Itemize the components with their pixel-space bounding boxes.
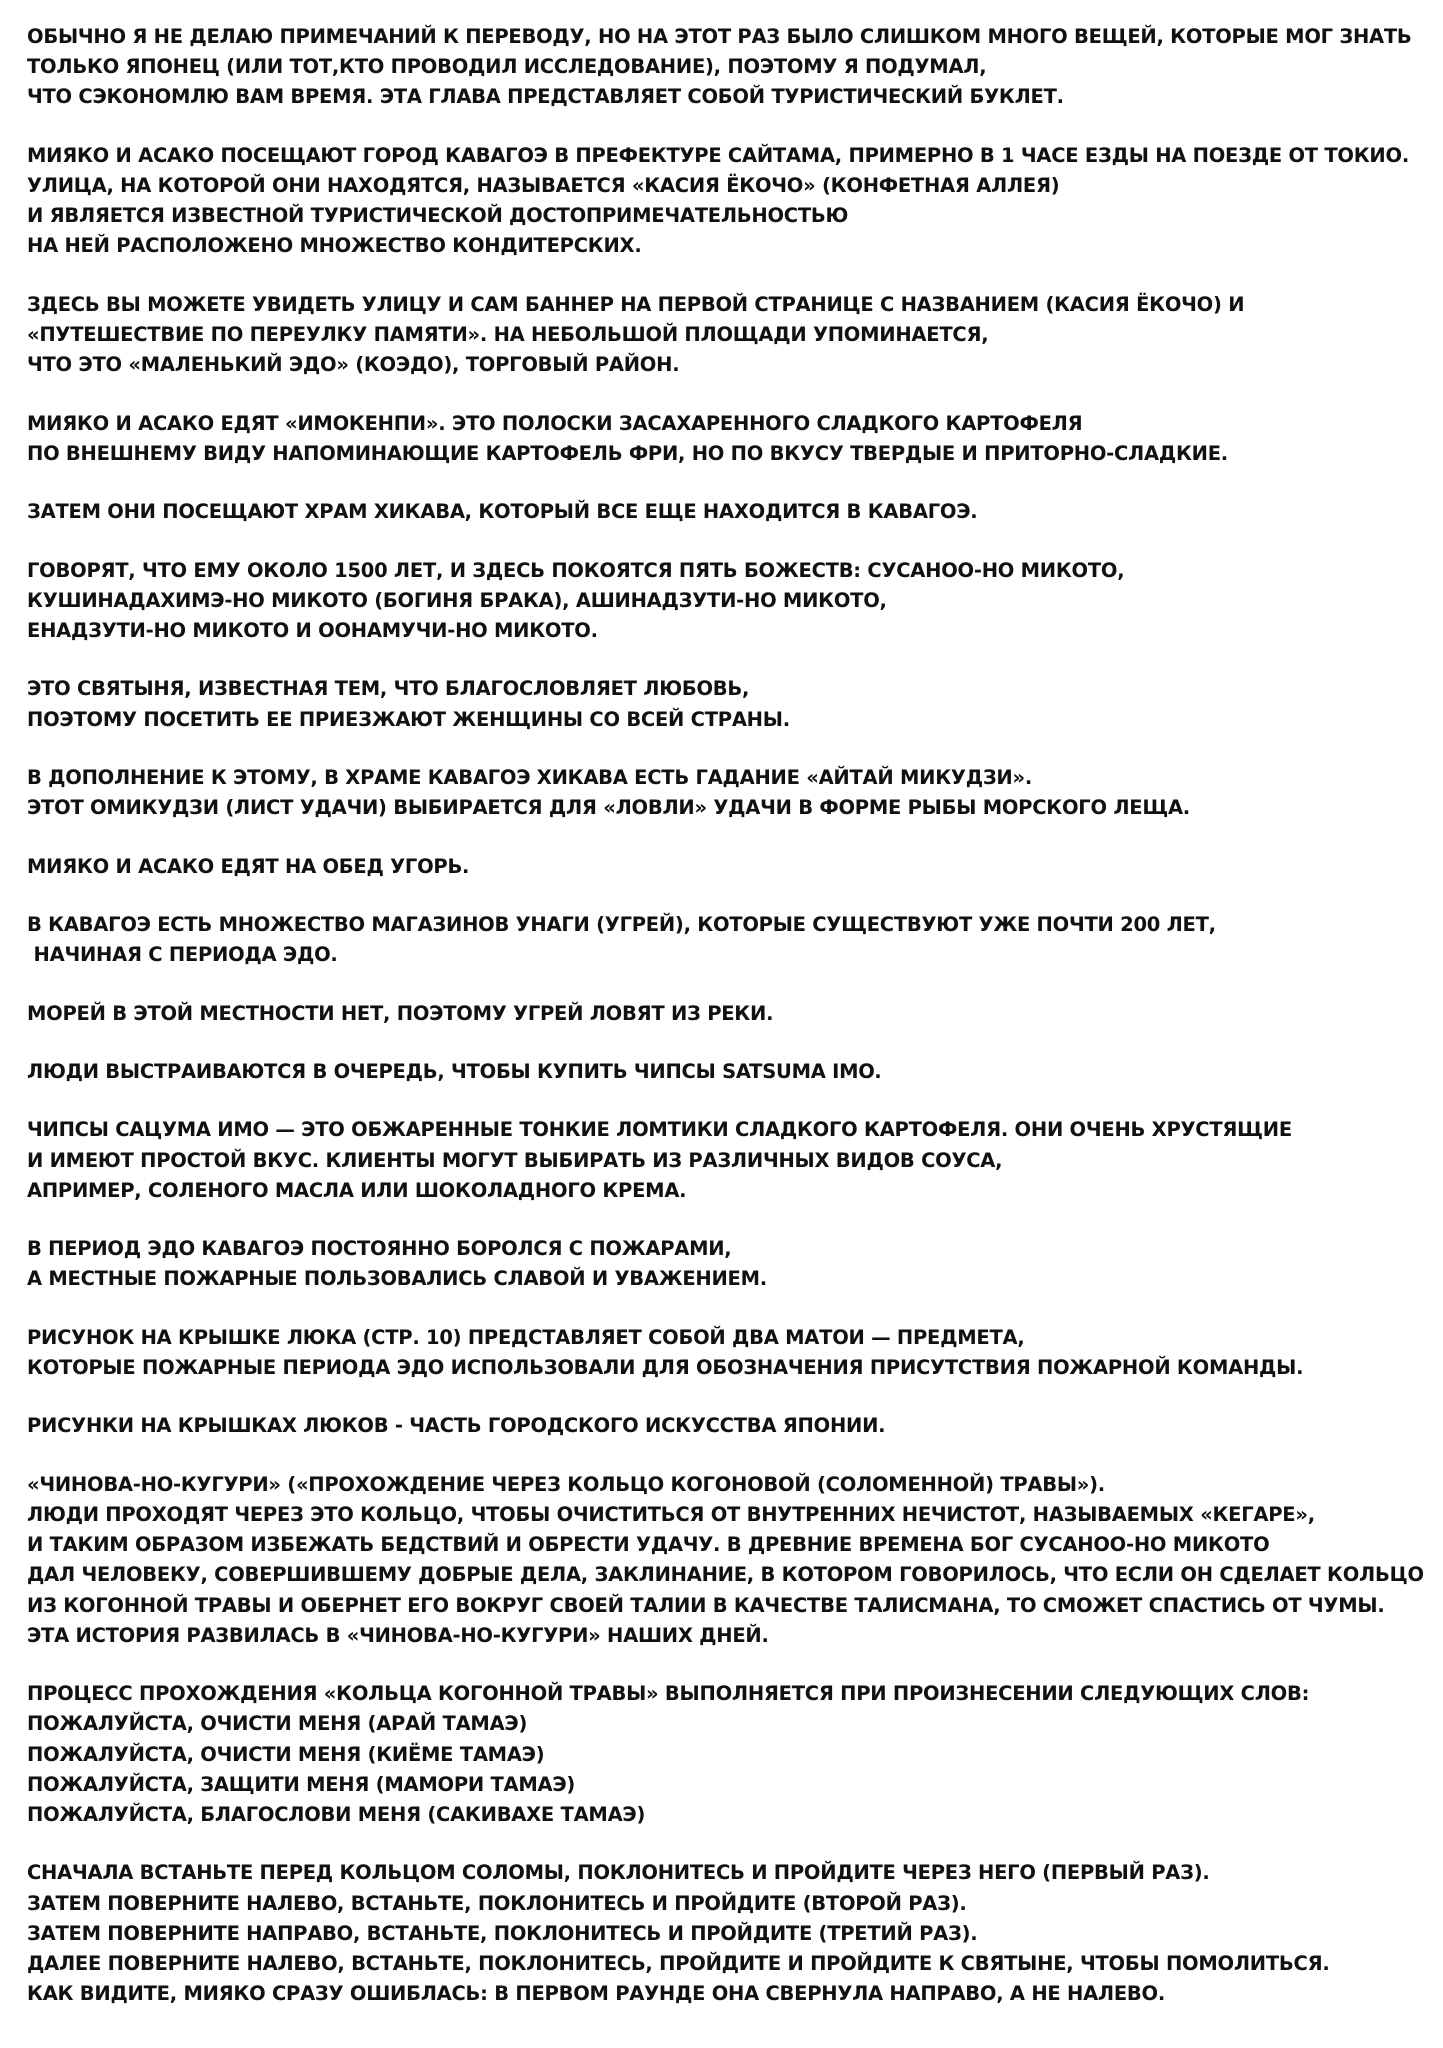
note-paragraph xyxy=(27,763,1427,823)
note-line: МОРЕЙ В ЭТОЙ МЕСТНОСТИ НЕТ, ПОЭТОМУ УГРЕЙ ЛОВЯТ ИЗ РЕКИ. xyxy=(27,1001,774,1025)
note-line: ЗАТЕМ ПОВЕРНИТЕ НАЛЕВО, ВСТАНЬТЕ, ПОКЛОНИТЕСЬ И ПРОЙДИТЕ (ВТОРОЙ РАЗ). xyxy=(27,1891,967,1915)
note-line: ЭТО СВЯТЫНЯ, ИЗВЕСТНАЯ ТЕМ, ЧТО БЛАГОСЛОВЛЯЕТ ЛЮБОВЬ, xyxy=(27,677,750,701)
note-paragraph xyxy=(27,409,1427,469)
note-paragraph xyxy=(27,910,1427,970)
note-paragraph xyxy=(27,999,1427,1029)
note-line: ПОЖАЛУЙСТА, БЛАГОСЛОВИ МЕНЯ (САКИВАХЕ ТАМАЭ) xyxy=(27,1802,646,1826)
note-line: ПОЖАЛУЙСТА, ОЧИСТИ МЕНЯ (КИЁМЕ ТАМАЭ) xyxy=(27,1742,545,1766)
note-line: АПРИМЕР, СОЛЕНОГО МАСЛА ИЛИ ШОКОЛАДНОГО КРЕМА. xyxy=(27,1178,687,1202)
note-paragraph xyxy=(27,1411,1427,1441)
note-line: ЗАТЕМ ПОВЕРНИТЕ НАПРАВО, ВСТАНЬТЕ, ПОКЛОНИТЕСЬ И ПРОЙДИТЕ (ТРЕТИЙ РАЗ). xyxy=(27,1921,978,1945)
note-line: И ЯВЛЯЕТСЯ ИЗВЕСТНОЙ ТУРИСТИЧЕСКОЙ ДОСТОПРИМЕЧАТЕЛЬНОСТЬЮ xyxy=(27,204,849,228)
note-line: РИСУНКИ НА КРЫШКАХ ЛЮКОВ - ЧАСТЬ ГОРОДСКОГО ИСКУССТВА ЯПОНИИ. xyxy=(27,1414,886,1438)
note-paragraph xyxy=(27,1470,1427,1651)
note-paragraph xyxy=(27,290,1427,381)
note-paragraph xyxy=(27,556,1427,647)
note-line: КУШИНАДАХИМЭ-НО МИКОТО (БОГИНЯ БРАКА), АШИНАДЗУТИ-НО МИКОТО, xyxy=(27,588,887,612)
note-line: ЭТА ИСТОРИЯ РАЗВИЛАСЬ В «ЧИНОВА-НО-КУГУРИ» НАШИХ ДНЕЙ. xyxy=(27,1623,769,1647)
note-line: ЛЮДИ ВЫСТРАИВАЮТСЯ В ОЧЕРЕДЬ, ЧТОБЫ КУПИТЬ ЧИПСЫ SATSUMA IMO. xyxy=(27,1059,882,1083)
note-paragraph xyxy=(27,1234,1427,1294)
note-line: В КАВАГОЭ ЕСТЬ МНОЖЕСТВО МАГАЗИНОВ УНАГИ (УГРЕЙ), КОТОРЫЕ СУЩЕСТВУЮТ УЖЕ ПОЧТИ 200 ЛЕТ, xyxy=(27,912,1216,936)
note-line: И ИМЕЮТ ПРОСТОЙ ВКУС. КЛИЕНТЫ МОГУТ ВЫБИРАТЬ ИЗ РАЗЛИЧНЫХ ВИДОВ СОУСА, xyxy=(27,1148,1003,1172)
note-line: ЗАТЕМ ОНИ ПОСЕЩАЮТ ХРАМ ХИКАВА, КОТОРЫЙ ВСЕ ЕЩЕ НАХОДИТСЯ В КАВАГОЭ. xyxy=(27,500,978,524)
note-line: ТОЛЬКО ЯПОНЕЦ (ИЛИ ТОТ,КТО ПРОВОДИЛ ИССЛЕДОВАНИЕ), ПОЭТОМУ Я ПОДУМАЛ, xyxy=(27,55,987,79)
note-line: В ДОПОЛНЕНИЕ К ЭТОМУ, В ХРАМЕ КАВАГОЭ ХИКАВА ЕСТЬ ГАДАНИЕ «АЙТАЙ МИКУДЗИ». xyxy=(27,765,1032,789)
note-line: УЛИЦА, НА КОТОРОЙ ОНИ НАХОДЯТСЯ, НАЗЫВАЕТСЯ «КАСИЯ ЁКОЧО» (КОНФЕТНАЯ АЛЛЕЯ) xyxy=(27,174,1060,197)
note-line: ПОЖАЛУЙСТА, ОЧИСТИ МЕНЯ (АРАЙ ТАМАЭ) xyxy=(27,1712,528,1736)
note-line: ЧТО ЭТО «МАЛЕНЬКИЙ ЭДО» (КОЭДО), ТОРГОВЫЙ РАЙОН. xyxy=(27,353,680,377)
note-line: ДАЛ ЧЕЛОВЕКУ, СОВЕРШИВШЕМУ ДОБРЫЕ ДЕЛА, ЗАКЛИНАНИЕ, В КОТОРОМ ГОВОРИЛОСЬ, ЧТО ЕСЛИ ОН СДЕЛАЕТ КОЛЬЦО xyxy=(27,1563,1424,1587)
note-line: ЧИПСЫ САЦУМА ИМО — ЭТО ОБЖАРЕННЫЕ ТОНКИЕ ЛОМТИКИ СЛАДКОГО КАРТОФЕЛЯ. ОНИ ОЧЕНЬ ХРУСТЯЩИЕ xyxy=(27,1118,1292,1142)
note-line: ЧТО СЭКОНОМЛЮ ВАМ ВРЕМЯ. ЭТА ГЛАВА ПРЕДСТАВЛЯЕТ СОБОЙ ТУРИСТИЧЕСКИЙ БУКЛЕТ. xyxy=(27,85,1064,109)
note-line: И ТАКИМ ОБРАЗОМ ИЗБЕЖАТЬ БЕДСТВИЙ И ОБРЕСТИ УДАЧУ. В ДРЕВНИЕ ВРЕМЕНА БОГ СУСАНОО-НО МИКОТО xyxy=(27,1533,1270,1557)
note-line: ЛЮДИ ПРОХОДЯТ ЧЕРЕЗ ЭТО КОЛЬЦО, ЧТОБЫ ОЧИСТИТЬСЯ ОТ ВНУТРЕННИХ НЕЧИСТОТ, НАЗЫВАЕМЫХ «КЕГАРЕ», xyxy=(27,1502,1315,1526)
note-line: КАК ВИДИТЕ, МИЯКО СРАЗУ ОШИБЛАСЬ: В ПЕРВОМ РАУНДЕ ОНА СВЕРНУЛА НАПРАВО, А НЕ НАЛЕВО. xyxy=(27,1982,1166,2006)
note-line: КОТОРЫЕ ПОЖАРНЫЕ ПЕРИОДА ЭДО ИСПОЛЬЗОВАЛИ ДЛЯ ОБОЗНАЧЕНИЯ ПРИСУТСТВИЯ ПОЖАРНОЙ КОМАНДЫ. xyxy=(27,1355,1304,1379)
note-line: «ЧИНОВА-НО-КУГУРИ» («ПРОХОЖДЕНИЕ ЧЕРЕЗ КОЛЬЦО КОГОНОВОЙ (СОЛОМЕННОЙ) ТРАВЫ»). xyxy=(27,1472,1105,1496)
note-paragraph xyxy=(27,1679,1427,1830)
note-line: ЕНАДЗУТИ-НО МИКОТО И ООНАМУЧИ-НО МИКОТО. xyxy=(27,618,598,642)
note-line: ПРОЦЕСС ПРОХОЖДЕНИЯ «КОЛЬЦА КОГОННОЙ ТРАВЫ» ВЫПОЛНЯЕТСЯ ПРИ ПРОИЗНЕСЕНИИ СЛЕДУЮЩИХ СЛОВ: xyxy=(27,1682,1310,1706)
note-line: «ПУТЕШЕСТВИЕ ПО ПЕРЕУЛКУ ПАМЯТИ». НА НЕБОЛЬШОЙ ПЛОЩАДИ УПОМИНАЕТСЯ, xyxy=(27,323,989,346)
note-line: ПОЖАЛУЙСТА, ЗАЩИТИ МЕНЯ (МАМОРИ ТАМАЭ) xyxy=(27,1772,576,1796)
note-paragraph xyxy=(27,852,1427,882)
note-line: В ПЕРИОД ЭДО КАВАГОЭ ПОСТОЯННО БОРОЛСЯ С ПОЖАРАМИ, xyxy=(27,1237,732,1261)
note-paragraph xyxy=(27,1115,1427,1206)
note-paragraph xyxy=(27,1858,1427,2009)
note-line: ИЗ КОГОННОЙ ТРАВЫ И ОБЕРНЕТ ЕГО ВОКРУГ СВОЕЙ ТАЛИИ В КАЧЕСТВЕ ТАЛИСМАНА, ТО СМОЖЕТ СПАСТИСЬ ОТ ЧУМЫ. xyxy=(27,1593,1385,1617)
note-paragraph xyxy=(27,1057,1427,1087)
note-line: ПОЭТОМУ ПОСЕТИТЬ ЕЕ ПРИЕЗЖАЮТ ЖЕНЩИНЫ СО ВСЕЙ СТРАНЫ. xyxy=(27,707,790,731)
note-line: НАЧИНАЯ С ПЕРИОДА ЭДО. xyxy=(27,943,338,967)
note-line: МИЯКО И АСАКО ЕДЯТ НА ОБЕД УГОРЬ. xyxy=(27,854,470,878)
note-paragraph xyxy=(27,141,1427,262)
note-paragraph xyxy=(27,22,1427,113)
note-paragraph xyxy=(27,1323,1427,1383)
note-line: ОБЫЧНО Я НЕ ДЕЛАЮ ПРИМЕЧАНИЙ К ПЕРЕВОДУ, НО НА ЭТОТ РАЗ БЫЛО СЛИШКОМ МНОГО ВЕЩЕЙ, КОТОРЫЕ МОГ ЗНАТЬ xyxy=(27,25,1412,48)
translator-notes-page xyxy=(27,22,1427,2038)
note-line: МИЯКО И АСАКО ЕДЯТ «ИМОКЕНПИ». ЭТО ПОЛОСКИ ЗАСАХАРЕННОГО СЛАДКОГО КАРТОФЕЛЯ xyxy=(27,411,1083,435)
note-line: ЭТОТ ОМИКУДЗИ (ЛИСТ УДАЧИ) ВЫБИРАЕТСЯ ДЛЯ «ЛОВЛИ» УДАЧИ В ФОРМЕ РЫБЫ МОРСКОГО ЛЕЩА. xyxy=(27,796,1190,820)
note-line: ГОВОРЯТ, ЧТО ЕМУ ОКОЛО 1500 ЛЕТ, И ЗДЕСЬ ПОКОЯТСЯ ПЯТЬ БОЖЕСТВ: СУСАНОО-НО МИКОТО, xyxy=(27,558,1125,582)
note-line: МИЯКО И АСАКО ПОСЕЩАЮТ ГОРОД КАВАГОЭ В ПРЕФЕКТУРЕ САЙТАМА, ПРИМЕРНО В 1 ЧАСЕ ЕЗДЫ НА ПОЕЗДЕ ОТ ТОКИО. xyxy=(27,143,1409,167)
note-line: ЗДЕСЬ ВЫ МОЖЕТЕ УВИДЕТЬ УЛИЦУ И САМ БАННЕР НА ПЕРВОЙ СТРАНИЦЕ С НАЗВАНИЕМ (КАСИЯ ЁКОЧО) И xyxy=(27,292,1245,316)
note-line: РИСУНОК НА КРЫШКЕ ЛЮКА (СТР. 10) ПРЕДСТАВЛЯЕТ СОБОЙ ДВА МАТОИ — ПРЕДМЕТА, xyxy=(27,1325,1025,1349)
note-line: ПО ВНЕШНЕМУ ВИДУ НАПОМИНАЮЩИЕ КАРТОФЕЛЬ ФРИ, НО ПО ВКУСУ ТВЕРДЫЕ И ПРИТОРНО-СЛАДКИЕ. xyxy=(27,441,1228,465)
note-line: ДАЛЕЕ ПОВЕРНИТЕ НАЛЕВО, ВСТАНЬТЕ, ПОКЛОНИТЕСЬ, ПРОЙДИТЕ И ПРОЙДИТЕ К СВЯТЫНЕ, ЧТОБЫ ПОМОЛИТЬСЯ. xyxy=(27,1951,1330,1975)
note-line: А МЕСТНЫЕ ПОЖАРНЫЕ ПОЛЬЗОВАЛИСЬ СЛАВОЙ И УВАЖЕНИЕМ. xyxy=(27,1267,767,1291)
note-line: НА НЕЙ РАСПОЛОЖЕНО МНОЖЕСТВО КОНДИТЕРСКИХ. xyxy=(27,234,642,258)
note-paragraph xyxy=(27,674,1427,734)
note-line: СНАЧАЛА ВСТАНЬТЕ ПЕРЕД КОЛЬЦОМ СОЛОМЫ, ПОКЛОНИТЕСЬ И ПРОЙДИТЕ ЧЕРЕЗ НЕГО (ПЕРВЫЙ РАЗ). xyxy=(27,1861,1210,1885)
note-paragraph xyxy=(27,497,1427,527)
